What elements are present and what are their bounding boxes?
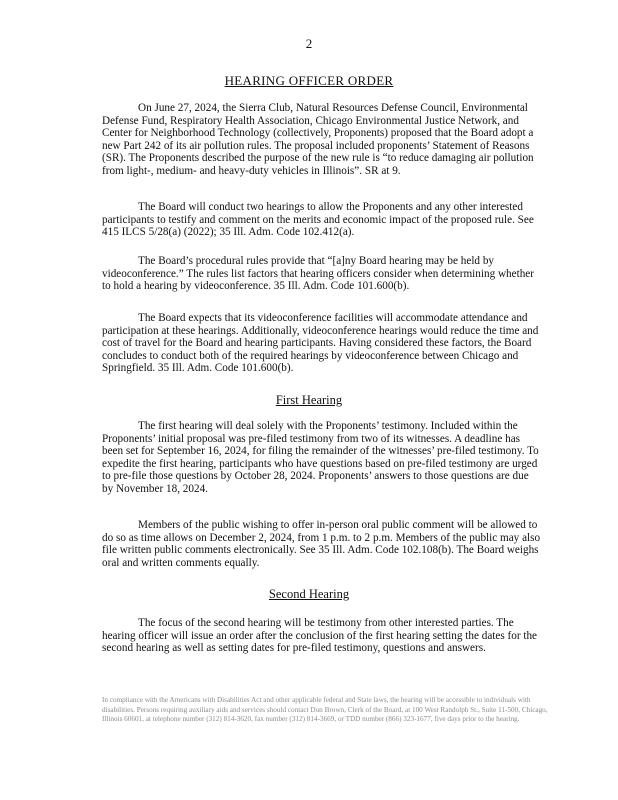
paragraph-proposal [102,102,542,178]
paragraph-first-hearing [102,420,542,496]
paragraph-two-hearings [102,201,542,239]
accessibility-notice: In compliance with the Americans with Disabilities Act and other applicable federal and State laws, the hearing will be accessible to individuals with disabilities. Persons requiring auxiliary aids and services should contact Don Brown, Clerk of the Board, at 100 West Randolph St., Suite 11-500, Chicago, Illinois 60601, at telephone number (312) 814-3620, fax number (312) 814-3669, or TDD number (866) 323-1677, five days prior to the hearing. [102,696,548,723]
order-title: HEARING OFFICER ORDER [224,73,394,88]
paragraph-videoconference-facilities [102,312,542,375]
heading-second-hearing: Second Hearing [268,587,350,601]
heading-first-hearing: First Hearing [275,393,343,407]
paragraph-videoconference-rules-text: The Board’s procedural rules provide that “[a]ny Board hearing may be held by videoconference.” The rules list factors that hearing officers consider when determining whether to hold a hearing by videoconference. 35 Ill. Adm. Code 101.600(b). [102,255,535,293]
paragraph-first-hearing-text: The first hearing will deal solely with the Proponents’ testimony. Included within the Proponents’ initial proposal was pre-filed testimony from two of its witnesses. A deadline has been set for September 16, 2024, for filing the remainder of the witnesses’ pre-filed testimony. To expedite the first hearing, participants who have questions based on pre-filed testimony are urged to pre-file those questions by October 28, 2024. Proponents’ answers to those questions are due by November 18, 2024. [102,420,539,495]
paragraph-public-comment-text: Members of the public wishing to offer in-person oral public comment will be allowed to do so as time allows on December 2, 2024, from 1 p.m. to 2 p.m. Members of the public may also file written public comments electronically. See 35 Ill. Adm. Code 102.108(b). The Board weighs oral and written comments equally. [102,519,541,569]
paragraph-proposal-text: On June 27, 2024, the Sierra Club, Natural Resources Defense Council, Environmental Defense Fund, Respiratory Health Association, Chicago Environmental Justice Network, and Center for Neighborhood Technology (collectively, Proponents) proposed that the Board adopt a new Part 242 of its air pollution rules. The proposal included proponents’ Statement of Reasons (SR). The Proponents described the purpose of the new rule is “to reduce damaging air pollution from light-, medium- and heavy-duty vehicles in Illinois”. SR at 9. [102,102,534,177]
paragraph-videoconference-facilities-text: The Board expects that its videoconference facilities will accommodate attendance and participation at these hearings. Additionally, videoconference hearings would reduce the time and cost of travel for the Board and hearing participants. Having considered these factors, the Board concludes to conduct both of the required hearings by videoconference between Chicago and Springfield. 35 Ill. Adm. Code 101.600(b). [102,312,539,375]
paragraph-second-hearing [102,617,542,655]
page-number: 2 [305,36,313,51]
paragraph-public-comment [102,519,542,569]
paragraph-second-hearing-text: The focus of the second hearing will be testimony from other interested parties. The hearing officer will issue an order after the conclusion of the first hearing setting the dates for the second hearing as well as setting dates for pre-filed testimony, questions and answers. [102,617,538,655]
paragraph-two-hearings-text: The Board will conduct two hearings to allow the Proponents and any other interested participants to testify and comment on the merits and economic impact of the proposed rule. See 415 ILCS 5/28(a) (2022); 35 Ill. Adm. Code 102.412(a). [102,201,534,239]
paragraph-videoconference-rules [102,255,542,293]
